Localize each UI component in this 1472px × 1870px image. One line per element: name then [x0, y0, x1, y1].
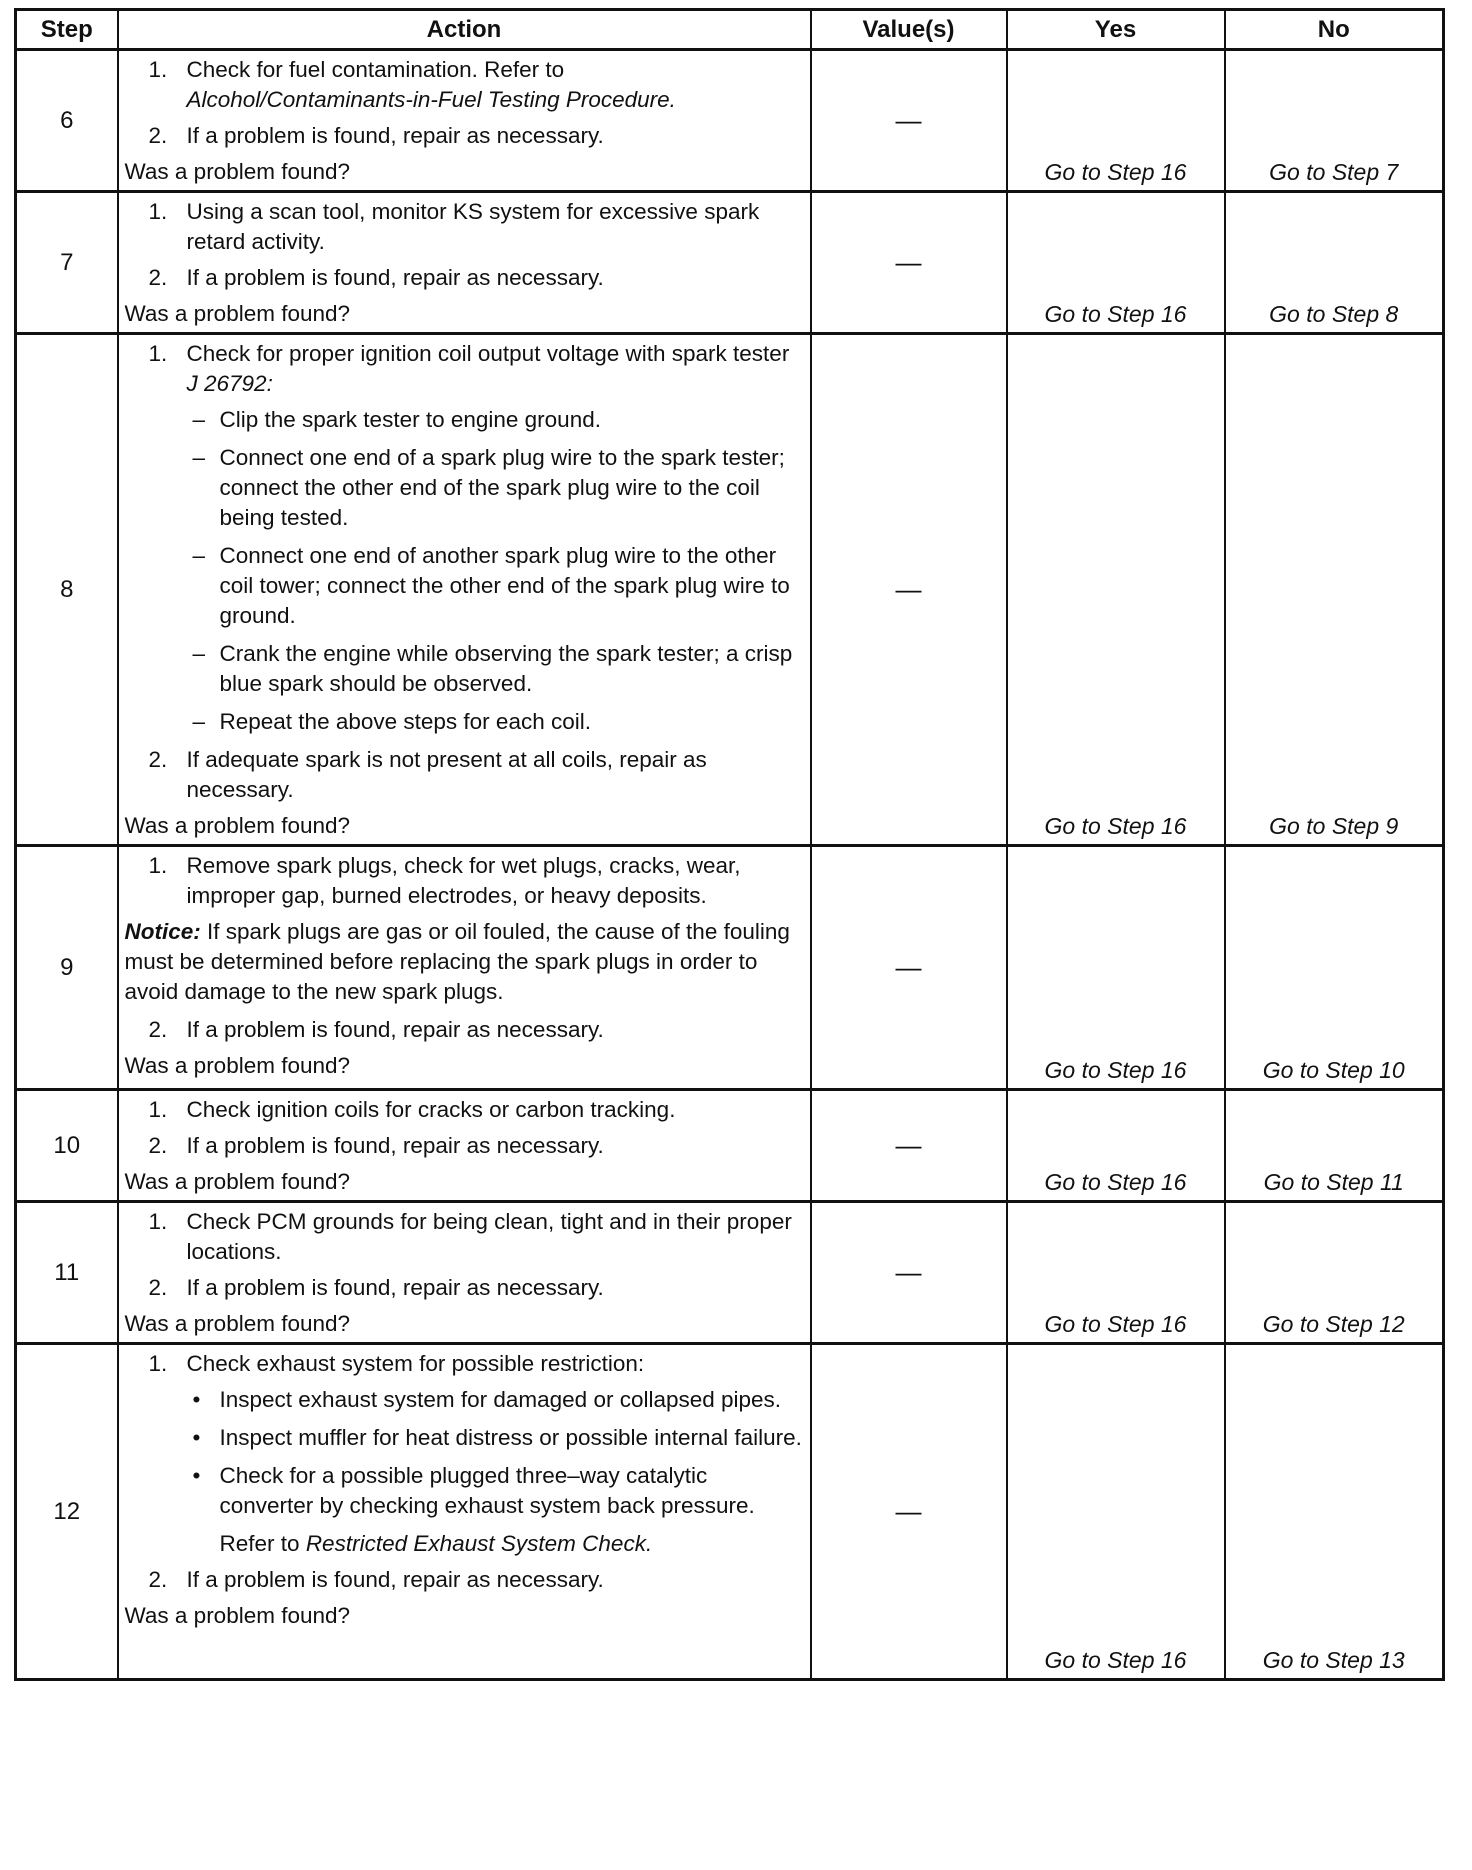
step-number: 7: [16, 192, 118, 334]
header-values: Value(s): [811, 10, 1007, 50]
value-cell: —: [811, 846, 1007, 1090]
question: Was a problem found?: [124, 1169, 351, 1194]
yes-goto: Go to Step 16: [1007, 846, 1225, 1090]
sub-item-text: Check for a possible plugged three–way catalytic converter by checking exhaust system back pressure.: [219, 1463, 755, 1518]
header-action: Action: [118, 10, 811, 50]
list-item: [125, 1207, 804, 1267]
action-cell: [118, 846, 811, 1090]
table-row: [16, 334, 1444, 846]
value-cell: —: [811, 1344, 1007, 1680]
value-cell: —: [811, 1090, 1007, 1202]
list-item: [125, 1565, 804, 1595]
sub-item-text: Crank the engine while observing the spark tester; a crisp blue spark should be observed.: [219, 641, 793, 696]
no-goto: Go to Step 13: [1225, 1344, 1444, 1680]
sub-item-text: Clip the spark tester to engine ground.: [219, 407, 601, 432]
table-row: [16, 192, 1444, 334]
action-text: If a problem is found, repair as necessary.: [186, 265, 604, 290]
item-number: 2.: [148, 1017, 168, 1042]
dash-marker: –: [192, 543, 206, 568]
value-cell: —: [811, 50, 1007, 192]
question: Was a problem found?: [124, 813, 351, 838]
tool-reference: J 26792:: [186, 371, 273, 396]
yes-goto: Go to Step 16: [1007, 334, 1225, 846]
yes-goto: Go to Step 16: [1007, 192, 1225, 334]
action-text: If a problem is found, repair as necessary.: [186, 1017, 604, 1042]
item-number: 1.: [148, 1209, 168, 1234]
dash-marker: –: [192, 407, 206, 432]
dash-marker: –: [192, 709, 206, 734]
yes-goto: Go to Step 16: [1007, 1090, 1225, 1202]
step-number: 9: [16, 846, 118, 1090]
sub-item: [125, 639, 804, 699]
item-number: 1.: [148, 1351, 168, 1376]
action-text: If a problem is found, repair as necessary.: [186, 1275, 604, 1300]
list-item: [125, 1095, 804, 1125]
action-cell: [118, 192, 811, 334]
refer-text: Refer to: [219, 1531, 300, 1556]
refer-note: [125, 1529, 804, 1559]
item-number: 1.: [148, 341, 168, 366]
no-goto: Go to Step 12: [1225, 1202, 1444, 1344]
step-number: 12: [16, 1344, 118, 1680]
item-number: 1.: [148, 199, 168, 224]
sub-item-text: Inspect exhaust system for damaged or collapsed pipes.: [219, 1387, 782, 1412]
sub-item: [125, 443, 804, 533]
no-goto: Go to Step 11: [1225, 1090, 1444, 1202]
sub-item: [125, 707, 804, 737]
item-number: 2.: [148, 1567, 168, 1592]
header-yes: Yes: [1007, 10, 1225, 50]
item-number: 2.: [148, 1133, 168, 1158]
yes-goto: Go to Step 16: [1007, 1344, 1225, 1680]
no-goto: Go to Step 10: [1225, 846, 1444, 1090]
value-cell: —: [811, 1202, 1007, 1344]
header-no: No: [1225, 10, 1444, 50]
header-row: [16, 10, 1444, 50]
step-number: 10: [16, 1090, 118, 1202]
list-item: [125, 263, 804, 293]
question: Was a problem found?: [124, 1603, 351, 1628]
notice-label: Notice:: [124, 919, 201, 944]
yes-goto: Go to Step 16: [1007, 50, 1225, 192]
no-goto: Go to Step 9: [1225, 334, 1444, 846]
action-text: Check ignition coils for cracks or carbon tracking.: [186, 1097, 676, 1122]
sub-item: [125, 541, 804, 631]
question: Was a problem found?: [124, 1311, 351, 1336]
item-number: 2.: [148, 123, 168, 148]
dash-marker: –: [192, 445, 206, 470]
action-cell: [118, 1090, 811, 1202]
list-item: [125, 197, 804, 257]
action-cell: [118, 334, 811, 846]
list-item: [125, 1131, 804, 1161]
notice-text: If spark plugs are gas or oil fouled, the cause of the fouling must be determined before replacing the spark plugs in order to avoid damage to the new spark plugs.: [124, 919, 790, 1004]
list-item: [125, 851, 804, 911]
item-number: 1.: [148, 57, 168, 82]
list-item: [125, 1015, 804, 1045]
sub-item: [125, 1423, 804, 1453]
action-cell: [118, 50, 811, 192]
table-row: [16, 1090, 1444, 1202]
sub-item: [125, 1461, 804, 1521]
item-number: 1.: [148, 1097, 168, 1122]
list-item: [125, 121, 804, 151]
list-item: [125, 55, 804, 115]
sub-item-text: Repeat the above steps for each coil.: [219, 709, 591, 734]
diagnostic-table: [14, 8, 1445, 1681]
bullet-marker: •: [192, 1387, 201, 1412]
sub-item: [125, 405, 804, 435]
procedure-reference: Alcohol/Contaminants-in-Fuel Testing Procedure.: [186, 87, 676, 112]
step-number: 6: [16, 50, 118, 192]
bullet-marker: •: [192, 1463, 201, 1488]
sub-item: [125, 1385, 804, 1415]
bullet-marker: •: [192, 1425, 201, 1450]
action-text: Remove spark plugs, check for wet plugs, cracks, wear, improper gap, burned electrodes, or heavy deposits.: [186, 853, 741, 908]
action-cell: [118, 1202, 811, 1344]
list-item: [125, 339, 804, 399]
item-number: 2.: [148, 1275, 168, 1300]
table-row: [16, 1202, 1444, 1344]
value-cell: —: [811, 192, 1007, 334]
step-number: 8: [16, 334, 118, 846]
action-text: Check exhaust system for possible restriction:: [186, 1351, 645, 1376]
notice: [125, 917, 804, 1007]
action-text: If adequate spark is not present at all coils, repair as necessary.: [186, 747, 707, 802]
question: Was a problem found?: [124, 1053, 351, 1078]
table-row: [16, 1344, 1444, 1680]
sub-item-text: Connect one end of another spark plug wire to the other coil tower; connect the other end of the spark plug wire to ground.: [219, 543, 790, 628]
value-cell: —: [811, 334, 1007, 846]
yes-goto: Go to Step 16: [1007, 1202, 1225, 1344]
no-goto: Go to Step 7: [1225, 50, 1444, 192]
list-item: [125, 745, 804, 805]
step-number: 11: [16, 1202, 118, 1344]
action-text: Using a scan tool, monitor KS system for excessive spark retard activity.: [186, 199, 760, 254]
question: Was a problem found?: [124, 301, 351, 326]
sub-item-text: Connect one end of a spark plug wire to the spark tester; connect the other end of the spark plug wire to the coil being tested.: [219, 445, 785, 530]
question: Was a problem found?: [124, 159, 351, 184]
table-row: [16, 50, 1444, 192]
action-text: Check PCM grounds for being clean, tight and in their proper locations.: [186, 1209, 792, 1264]
action-text: Check for fuel contamination. Refer to: [186, 57, 565, 82]
action-text: If a problem is found, repair as necessary.: [186, 1567, 604, 1592]
table-row: [16, 846, 1444, 1090]
list-item: [125, 1273, 804, 1303]
list-item: [125, 1349, 804, 1379]
item-number: 2.: [148, 265, 168, 290]
no-goto: Go to Step 8: [1225, 192, 1444, 334]
header-step: Step: [16, 10, 118, 50]
action-text: If a problem is found, repair as necessary.: [186, 123, 604, 148]
procedure-reference: Restricted Exhaust System Check.: [305, 1531, 653, 1556]
dash-marker: –: [192, 641, 206, 666]
item-number: 1.: [148, 853, 168, 878]
action-text: If a problem is found, repair as necessary.: [186, 1133, 604, 1158]
action-text: Check for proper ignition coil output voltage with spark tester: [186, 341, 790, 366]
item-number: 2.: [148, 747, 168, 772]
action-cell: [118, 1344, 811, 1680]
sub-item-text: Inspect muffler for heat distress or possible internal failure.: [219, 1425, 802, 1450]
